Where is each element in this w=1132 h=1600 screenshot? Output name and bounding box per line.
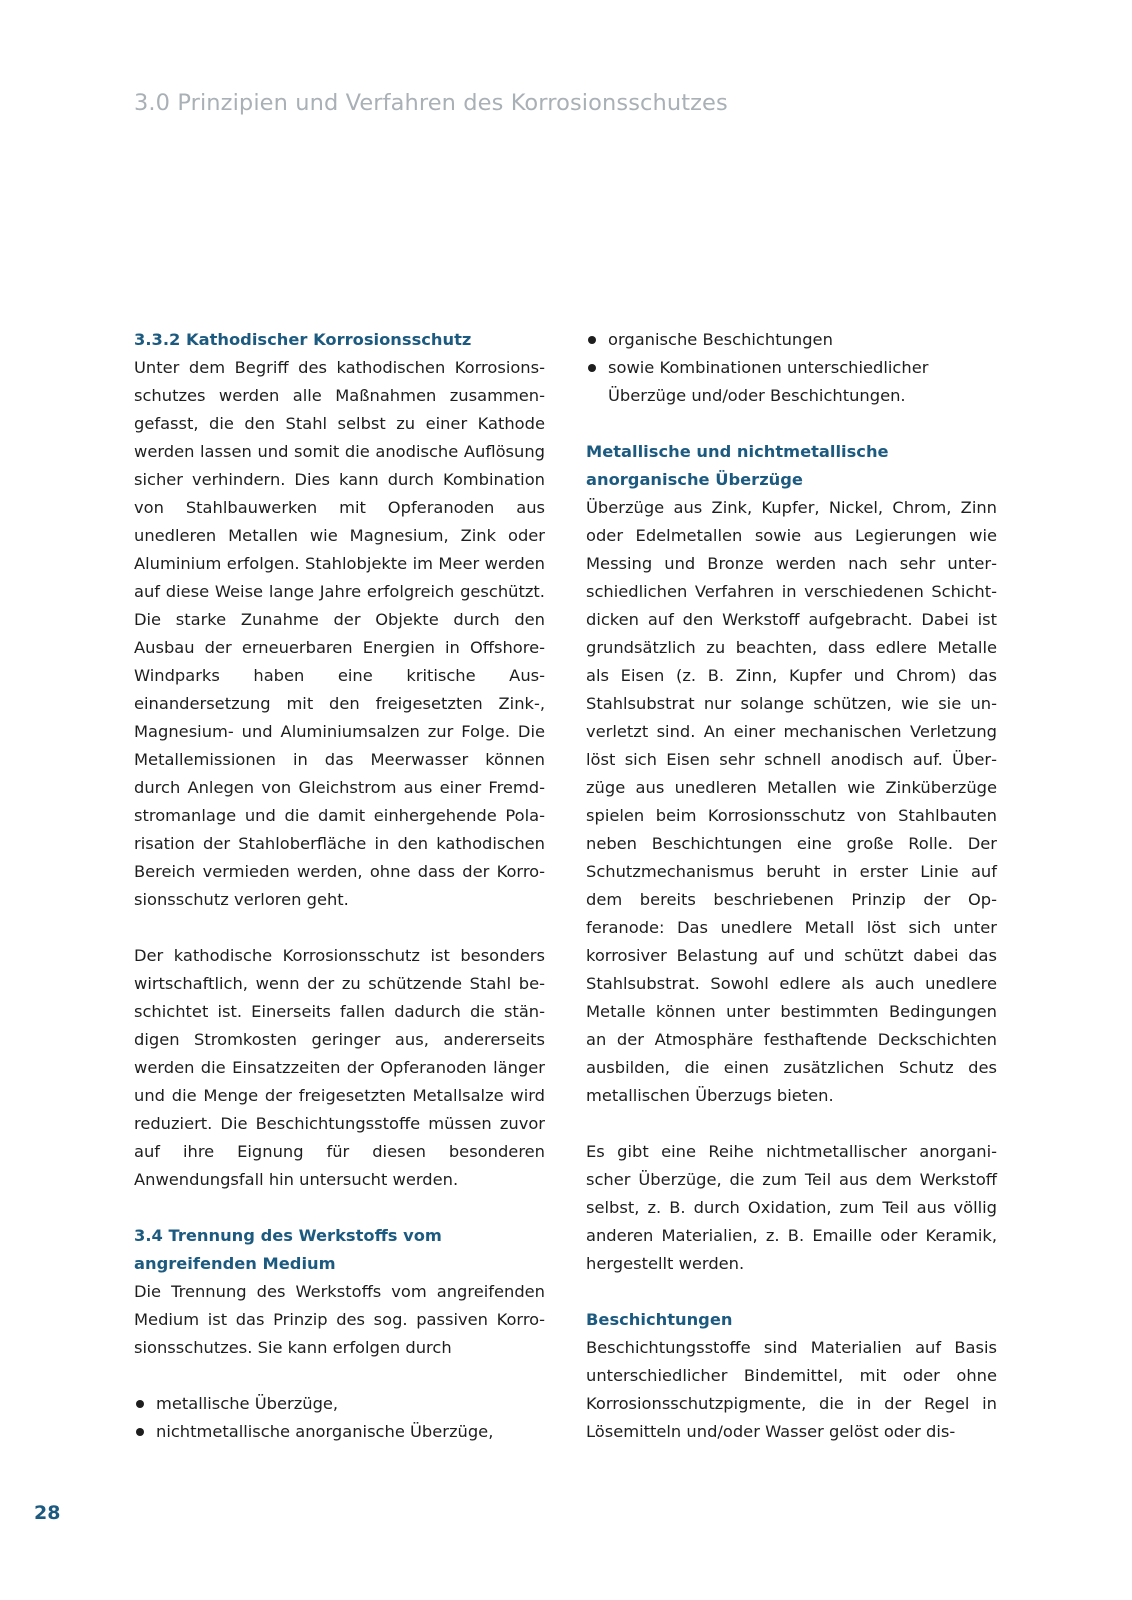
chapter-title: 3.0 Prinzipien und Verfahren des Korrosionsschutzes bbox=[134, 90, 728, 116]
left-column bbox=[134, 326, 545, 1446]
list-item bbox=[586, 326, 997, 354]
list-item bbox=[134, 1390, 545, 1418]
page-number: 28 bbox=[34, 1502, 61, 1524]
metallic-coatings-heading bbox=[586, 438, 997, 494]
bullet-icon bbox=[136, 1428, 144, 1436]
metallic-coatings-heading-line-1: Metallische und nichtmetallische bbox=[586, 442, 889, 461]
coatings-paragraph: Beschichtungsstoffe sind Materialien auf Basis unterschiedlicher Bindemittel, mit oder ohne Korrosionsschutzpigmente, die in der Regel in Lösemitteln und/oder Wasser gelöst oder dis- bbox=[586, 1338, 997, 1441]
list-item bbox=[586, 354, 997, 410]
metallic-coatings-paragraph-2: Es gibt eine Reihe nichtmetallischer anorganischer Überzüge, die zum Teil aus dem Werkstoff selbst, z. B. durch Oxidation, zum Teil aus völlig anderen Materialien, z. B. Emaille oder Keramik, hergestellt werden. bbox=[586, 1142, 997, 1273]
list-item-text: organische Beschichtungen bbox=[608, 330, 833, 349]
section-332-paragraph-1: Unter dem Begriff des kathodischen Korrosionsschutzes werden alle Maßnahmen zusammengefasst, die den Stahl selbst zu einer Kathode werden lassen und somit die anodische Auflösung sicher verhindern. Dies kann durch Kombination von Stahlbauwerken mit Opferanoden aus unedleren Metallen wie Magnesium, Zink oder Aluminium erfolgen. Stahlobjekte im Meer werden auf diese Weise lange Jahre erfolgreich geschützt. Die starke Zunahme der Objekte durch den Ausbau der erneuerbaren Energien in Offshore-Windparks haben eine kritische Auseinandersetzung mit den freigesetzten Zink-, Magnesium- und Aluminiumsalzen zur Folge. Die Metallemissionen in das Meerwasser können durch Anlegen von Gleichstrom aus einer Fremdstromanlage und die damit einhergehende Polarisation der Stahloberfläche in den kathodischen Bereich vermieden werden, ohne dass der Korrosionsschutz verloren geht. bbox=[134, 358, 545, 909]
section-34-heading-line-2: angreifenden Medium bbox=[134, 1254, 336, 1273]
metallic-coatings-heading-line-2: anorganische Überzüge bbox=[586, 470, 803, 489]
section-332-heading: 3.3.2 Kathodischer Korrosionsschutz bbox=[134, 330, 472, 349]
section-332-paragraph-2: Der kathodische Korrosionsschutz ist besonders wirtschaftlich, wenn der zu schützende Stahl beschichtet ist. Einerseits fallen dadurch die ständigen Stromkosten geringer aus, andererseits werden die Einsatzzeiten der Opferanoden länger und die Menge der freigesetzten Metallsalze wird reduziert. Die Beschichtungsstoffe müssen zuvor auf ihre Eignung für diesen besonderen Anwendungsfall hin untersucht werden. bbox=[134, 946, 545, 1189]
separation-methods-list bbox=[134, 1390, 545, 1446]
metallic-coatings-paragraph-1: Überzüge aus Zink, Kupfer, Nickel, Chrom, Zinn oder Edelmetallen sowie aus Legierungen wie Messing und Bronze werden nach sehr unterschiedlichen Verfahren in verschiedenen Schichtdicken auf den Werkstoff aufgebracht. Dabei ist grundsätzlich zu beachten, dass edlere Metalle als Eisen (z. B. Zinn, Kupfer und Chrom) das Stahlsubstrat nur solange schützen, wie sie unverletzt sind. An einer mechanischen Verletzung löst sich Eisen sehr schnell anodisch auf. Überzüge aus unedleren Metallen wie Zinküberzüge spielen beim Korrosionsschutz von Stahlbauten neben Beschichtungen eine große Rolle. Der Schutzmechanismus beruht in erster Linie auf dem bereits beschriebenen Prinzip der Opferanode: Das unedlere Metall löst sich unter korrosiver Belastung auf und schützt dabei das Stahlsubstrat. Sowohl edlere als auch unedlere Metalle können unter bestimmten Bedingungen an der Atmosphäre festhaftende Deckschichten ausbilden, die einen zusätzlichen Schutz des metallischen Überzugs bieten. bbox=[586, 498, 997, 1105]
bullet-icon bbox=[136, 1400, 144, 1408]
coatings-heading: Beschichtungen bbox=[586, 1310, 733, 1329]
separation-methods-list-continued bbox=[586, 326, 997, 410]
list-item bbox=[134, 1418, 545, 1446]
section-34-heading-line-1: 3.4 Trennung des Werkstoffs vom bbox=[134, 1226, 442, 1245]
section-34-paragraph: Die Trennung des Werkstoffs vom angreifenden Medium ist das Prinzip des sog. passiven Korrosionsschutzes. Sie kann erfolgen durch bbox=[134, 1282, 545, 1357]
right-column bbox=[586, 326, 997, 1446]
section-34-heading bbox=[134, 1222, 545, 1278]
list-item-text: nichtmetallische anorganische Überzüge, bbox=[156, 1422, 494, 1441]
list-item-text: sowie Kombinationen unterschiedlicher Überzüge und/oder Beschichtungen. bbox=[608, 358, 929, 405]
bullet-icon bbox=[588, 364, 596, 372]
list-item-text: metallische Überzüge, bbox=[156, 1394, 339, 1413]
bullet-icon bbox=[588, 336, 596, 344]
